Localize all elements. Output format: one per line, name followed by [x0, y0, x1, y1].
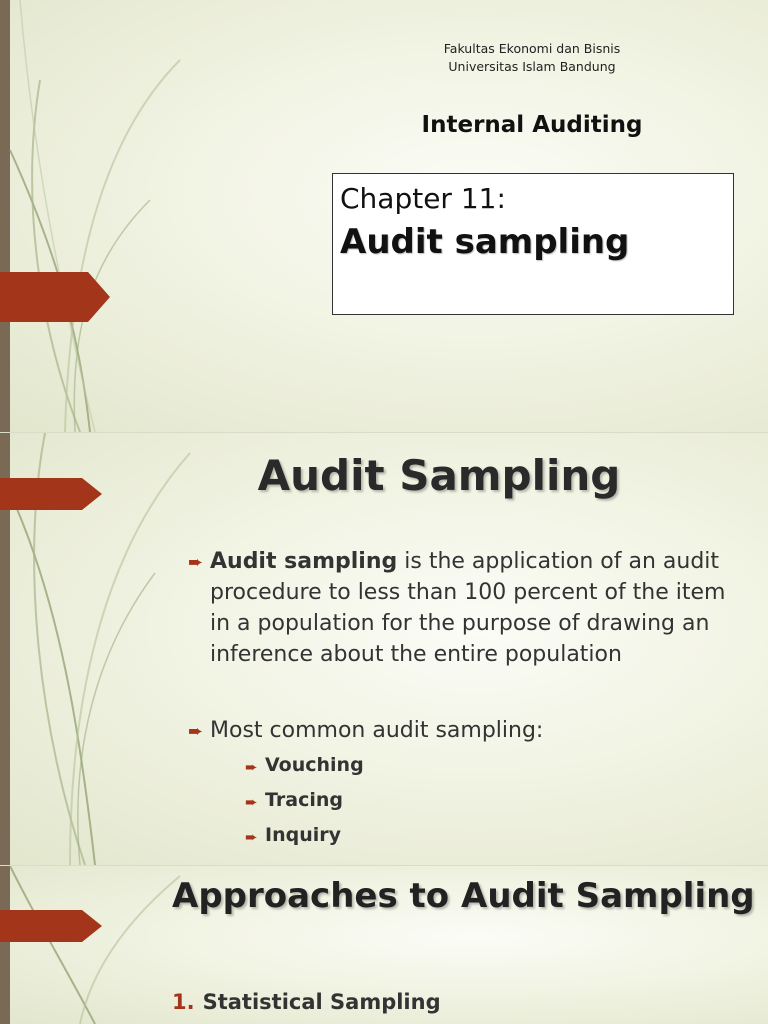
slide-title: Approaches to Audit Sampling — [172, 876, 755, 916]
slide-marker — [0, 272, 112, 322]
arrow-bullet-icon: ➨ — [245, 793, 258, 811]
slide-audit-sampling — [0, 433, 768, 865]
bullet-list — [188, 546, 748, 850]
arrow-bullet-icon: ➨ — [188, 721, 204, 742]
chapter-title: Audit sampling — [340, 222, 630, 262]
bullet-common — [188, 715, 748, 746]
definition-text: is the application of an audit procedure to less than 100 percent of the item in a population for the purpose of drawing an inference about the entire population — [210, 549, 726, 667]
sub-bullet — [245, 750, 748, 780]
chapter-box — [332, 173, 734, 315]
item-label: Statistical Sampling — [202, 990, 441, 1014]
arrow-bullet-icon: ➨ — [245, 828, 258, 846]
decorative-curves — [0, 0, 200, 432]
slide-approaches — [0, 866, 768, 1024]
numbered-item — [172, 990, 441, 1014]
slide-marker — [0, 910, 104, 942]
institution-line-1: Fakultas Ekonomi dan Bisnis — [443, 41, 621, 56]
sub-bullet — [245, 820, 748, 850]
slide-title: Audit Sampling — [257, 451, 621, 500]
bullet-text: Most common audit sampling: — [210, 718, 544, 743]
item-number: 1. — [172, 990, 195, 1014]
sub-bullet-text: Tracing — [265, 789, 343, 811]
institution-line-2: Universitas Islam Bandung — [448, 59, 616, 74]
slide-title — [0, 0, 768, 432]
sub-bullet — [245, 785, 748, 815]
arrow-bullet-icon: ➨ — [188, 552, 204, 573]
arrow-bullet-icon: ➨ — [245, 758, 258, 776]
sub-bullet-text: Vouching — [265, 754, 364, 776]
institution — [388, 40, 676, 76]
decorative-curves — [0, 866, 200, 1024]
sub-bullet-text: Inquiry — [265, 824, 341, 846]
bullet-definition — [188, 546, 748, 670]
chapter-label: Chapter 11: — [340, 182, 506, 215]
term-bold: Audit sampling — [210, 549, 398, 574]
course-title: Internal Auditing — [421, 112, 643, 138]
